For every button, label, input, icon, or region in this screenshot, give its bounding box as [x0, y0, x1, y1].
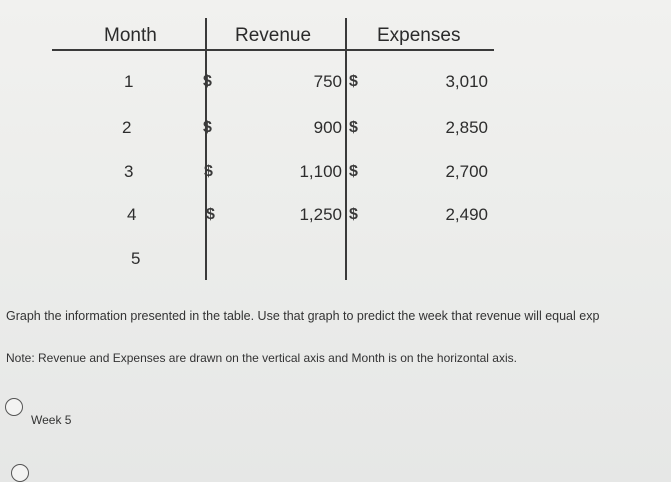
- month-cell-3: 3: [124, 162, 134, 181]
- revenue-cell-2: 900: [313, 118, 342, 137]
- header-revenue: Revenue: [235, 25, 312, 46]
- header-expenses: Expenses: [377, 25, 461, 46]
- table-header-rule: [52, 49, 494, 51]
- column-divider-2: [345, 18, 347, 280]
- revenue-cell-1: 750: [313, 72, 342, 91]
- expenses-cell-4: 2,490: [445, 205, 488, 224]
- expenses-currency-2: $: [349, 119, 358, 136]
- expenses-currency-4: $: [349, 206, 358, 223]
- question-note: Note: Revenue and Expenses are drawn on the vertical axis and Month is on the horizontal axis.: [6, 351, 517, 365]
- expenses-currency-1: $: [349, 73, 358, 90]
- revenue-currency-3: $: [204, 163, 213, 180]
- expenses-cell-3: 2,700: [445, 162, 488, 181]
- column-divider-1: [205, 18, 207, 280]
- month-cell-5: 5: [131, 249, 141, 268]
- revenue-cell-3: 1,100: [299, 162, 342, 181]
- expenses-currency-3: $: [349, 163, 358, 180]
- header-month: Month: [104, 25, 157, 46]
- revenue-currency-4: $: [206, 206, 215, 223]
- revenue-currency-2: $: [203, 119, 212, 136]
- option-radio-week-5[interactable]: [5, 398, 23, 416]
- question-text: Graph the information presented in the table. Use that graph to predict the week that revenue will equal exp: [6, 309, 600, 323]
- option-label-week-5: Week 5: [31, 413, 72, 427]
- month-cell-4: 4: [127, 205, 137, 224]
- option-radio-2[interactable]: [11, 464, 29, 482]
- month-cell-2: 2: [122, 118, 132, 137]
- revenue-cell-4: 1,250: [299, 205, 342, 224]
- month-cell-1: 1: [124, 72, 134, 91]
- expenses-cell-2: 2,850: [445, 118, 488, 137]
- revenue-currency-1: $: [203, 73, 212, 90]
- expenses-cell-1: 3,010: [445, 72, 488, 91]
